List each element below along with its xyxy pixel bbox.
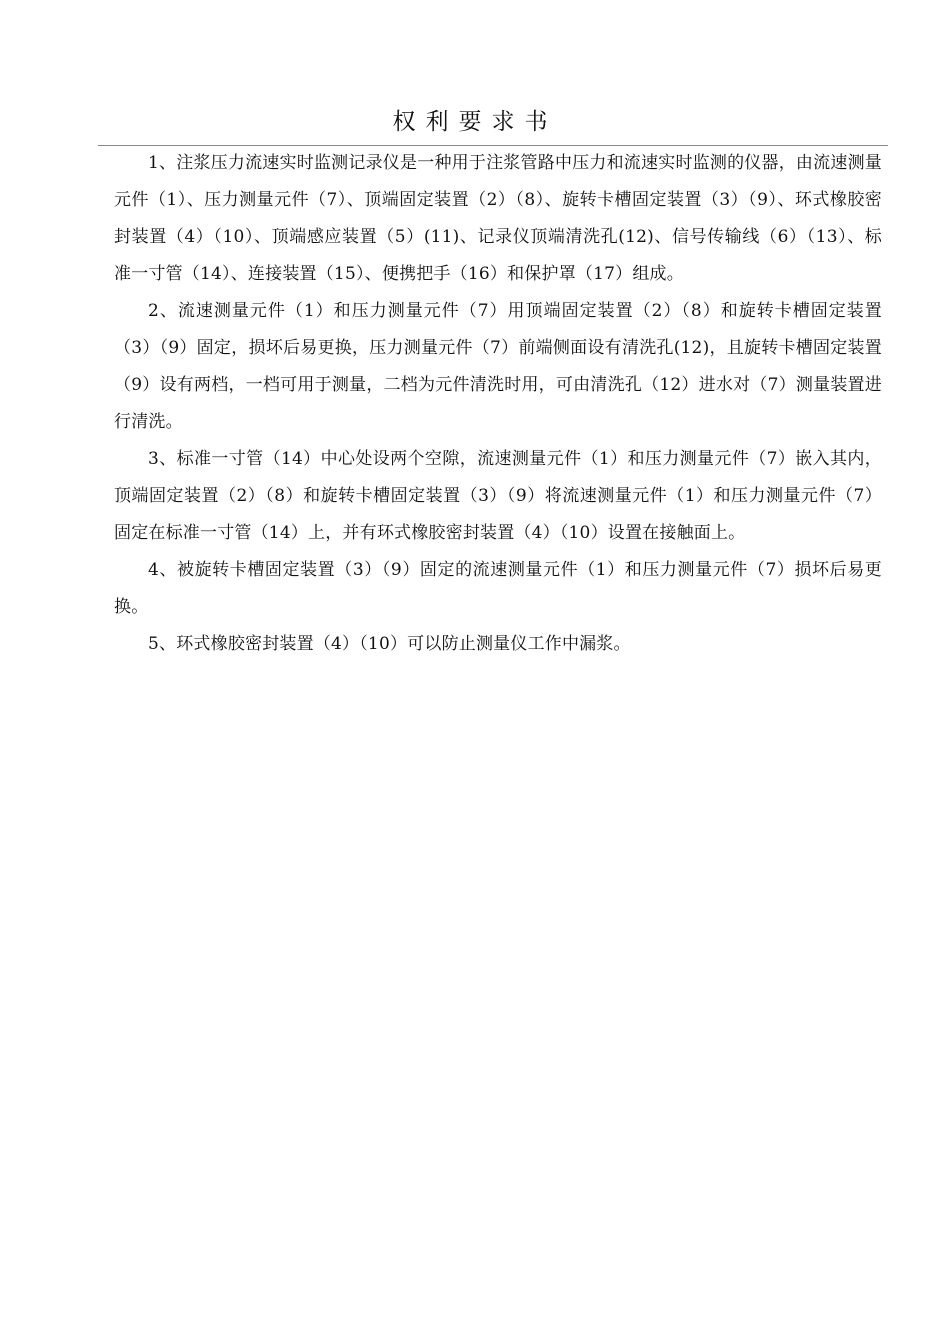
document-title: 权利要求书 bbox=[392, 109, 558, 135]
claims-list bbox=[114, 145, 882, 663]
claim-3: 3、标准一寸管（14）中心处设两个空隙，流速测量元件（1）和压力测量元件（7）嵌入其内，顶端固定装置（2）（8）和旋转卡槽固定装置（3）（9）将流速测量元件（1）和压力测量元件（7）固定在标准一寸管（14）上，并有环式橡胶密封装置（4）（10）设置在接触面上。 bbox=[114, 449, 882, 543]
claim-4: 4、被旋转卡槽固定装置（3）（9）固定的流速测量元件（1）和压力测量元件（7）损坏后易更换。 bbox=[114, 560, 882, 617]
claim-5: 5、环式橡胶密封装置（4）（10）可以防止测量仪工作中漏浆。 bbox=[148, 634, 631, 654]
claim-1: 1、注浆压力流速实时监测记录仪是一种用于注浆管路中压力和流速实时监测的仪器，由流速测量元件（1）、压力测量元件（7）、顶端固定装置（2）（8）、旋转卡槽固定装置（3）（9）、环式橡胶密封装置（4）（10）、顶端感应装置（5）(11)、记录仪顶端清洗孔(12)、信号传输线（6）（13）、标准一寸管（14）、连接装置（15）、便携把手（16）和保护罩（17）组成。 bbox=[114, 153, 882, 284]
claim-2: 2、流速测量元件（1）和压力测量元件（7）用顶端固定装置（2）（8）和旋转卡槽固定装置（3）（9）固定，损坏后易更换，压力测量元件（7）前端侧面设有清洗孔(12)，且旋转卡槽固定装置（9）设有两档，一档可用于测量，二档为元件清洗时用，可由清洗孔（12）进水对（7）测量装置进行清洗。 bbox=[114, 301, 882, 432]
